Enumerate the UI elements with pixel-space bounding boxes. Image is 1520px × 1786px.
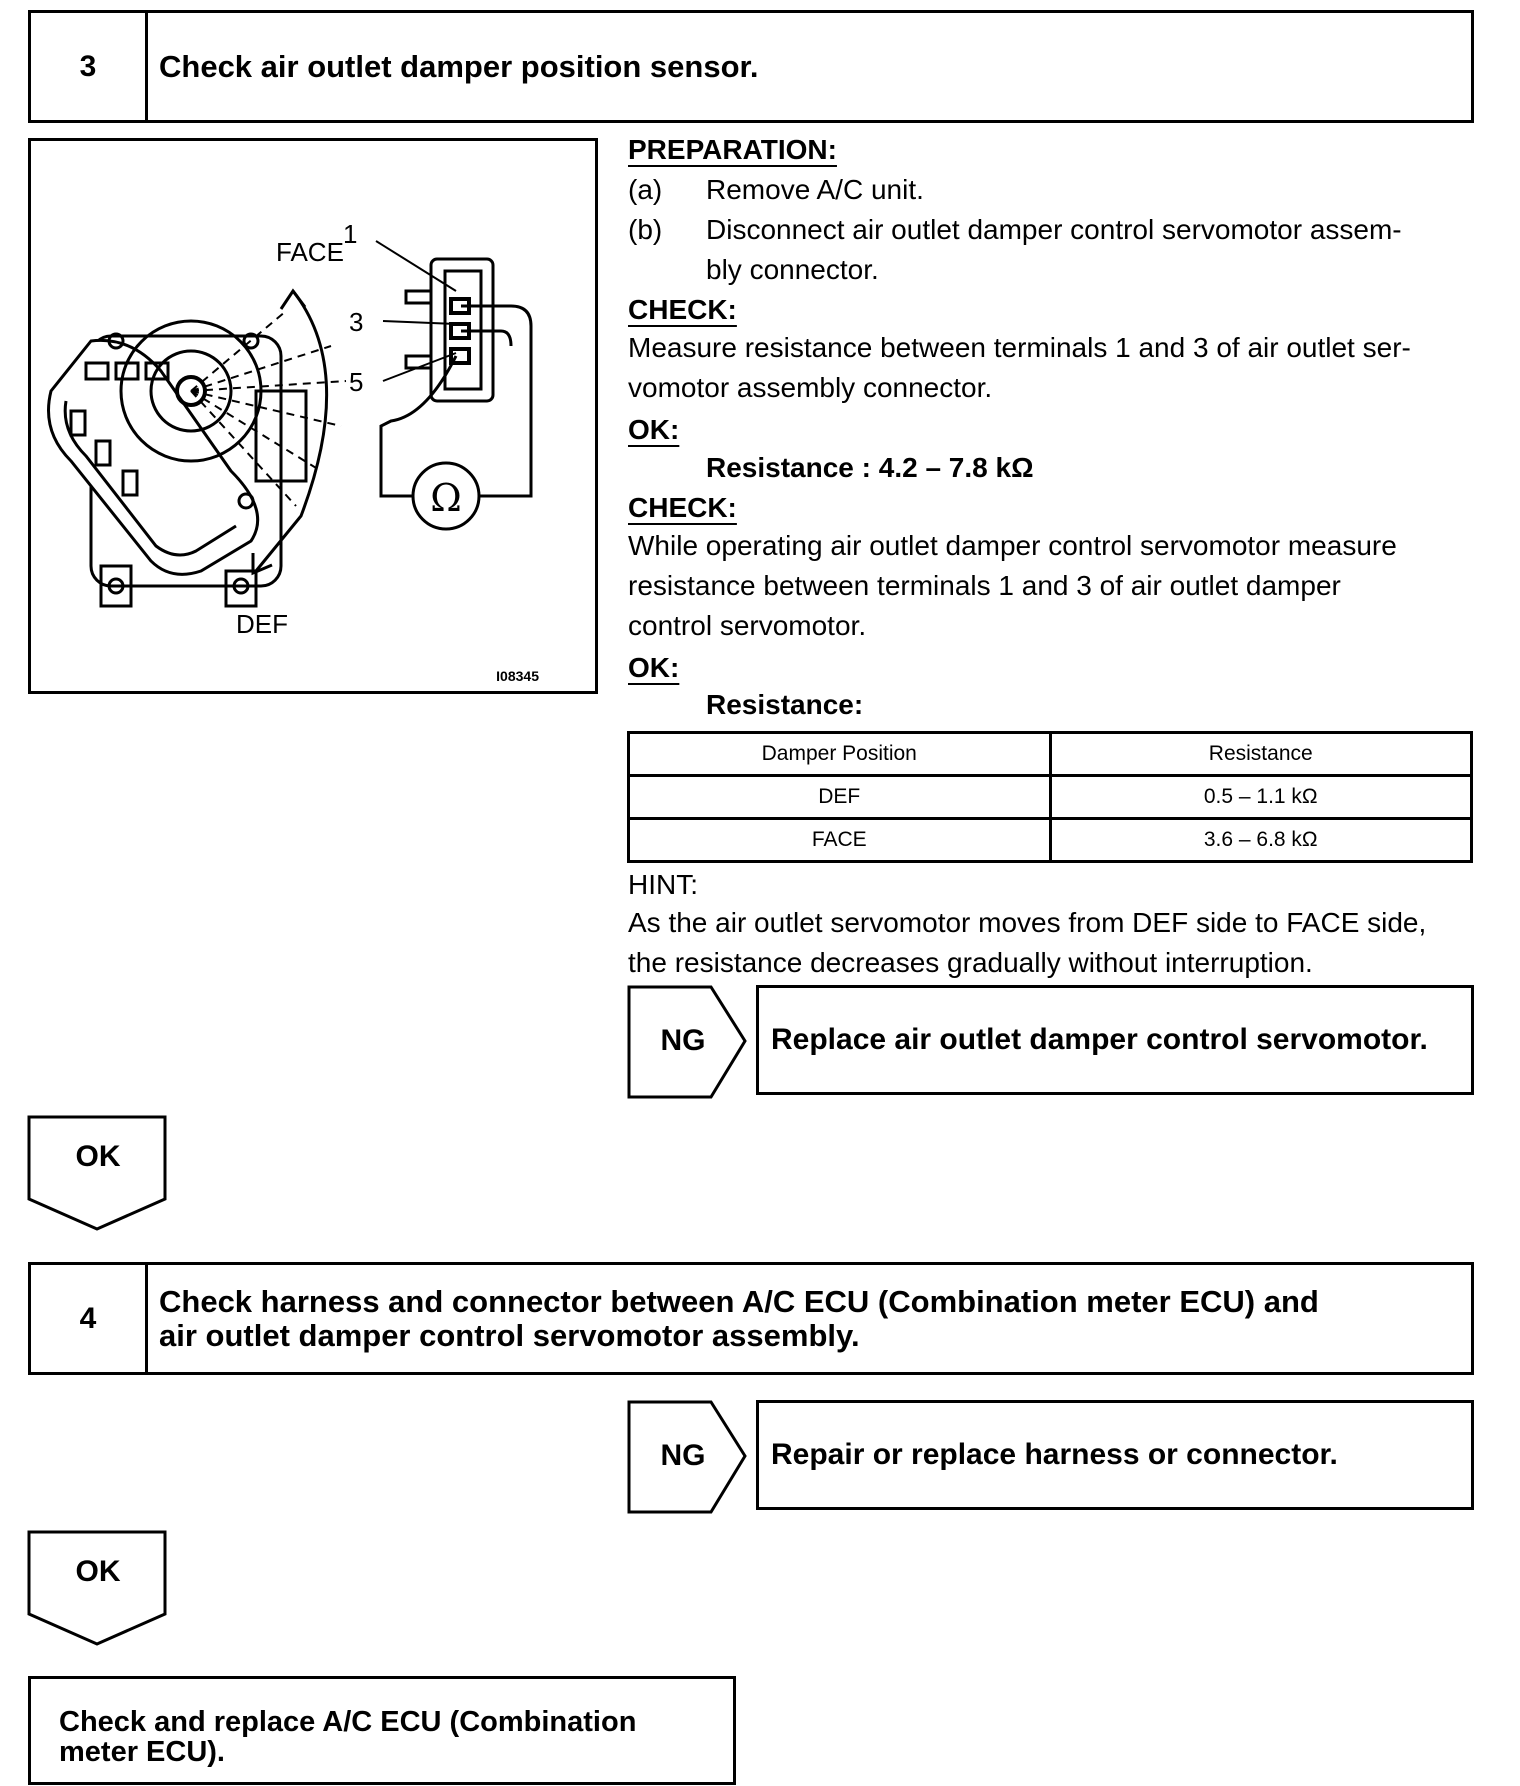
ng-1-label: NG: [660, 1024, 706, 1057]
check-2-line2: resistance between terminals 1 and 3 of air outlet damper: [628, 570, 1341, 601]
table-cell: 3.6 – 6.8 kΩ: [1050, 819, 1472, 862]
ok-2-heading: OK:: [628, 652, 680, 683]
prep-a-text: Remove A/C unit.: [706, 174, 924, 205]
pin-3-label: 3: [349, 307, 364, 337]
step-title-line2: air outlet damper control servomotor assembly.: [159, 1317, 860, 1353]
label-def: DEF: [236, 609, 288, 639]
pin-5-label: 5: [349, 367, 364, 397]
ng-2-label: NG: [660, 1439, 706, 1472]
ok-1-label: OK: [75, 1140, 121, 1173]
check-1-heading: CHECK:: [628, 294, 737, 325]
ok-1-heading: OK:: [628, 414, 680, 445]
hint-line2: the resistance decreases gradually without interruption.: [628, 947, 1313, 978]
step-title: [159, 1265, 1461, 1372]
ng-1-action-box: Replace air outlet damper control servomotor.: [756, 985, 1474, 1095]
preparation-heading: PREPARATION:: [628, 134, 837, 165]
final-action-box: [28, 1676, 736, 1785]
step-title-line1: Check harness and connector between A/C ECU (Combination meter ECU) and: [159, 1283, 1319, 1319]
figure-id: I08345: [496, 668, 539, 684]
table-cell: FACE: [629, 819, 1051, 862]
ok-2-label: OK: [75, 1555, 121, 1588]
prep-b-marker: (b): [628, 214, 663, 245]
label-face: FACE: [276, 237, 344, 267]
table-row: [629, 776, 1472, 819]
table-cell: 0.5 – 1.1 kΩ: [1050, 776, 1472, 819]
hint-line1: As the air outlet servomotor moves from DEF side to FACE side,: [628, 907, 1427, 938]
servomotor-body-icon: [49, 321, 307, 606]
servomotor-figure: [28, 138, 598, 694]
check-2-line3: control servomotor.: [628, 610, 867, 641]
table-header: Resistance: [1050, 733, 1472, 776]
check-2-heading: CHECK:: [628, 492, 737, 523]
table-row: [629, 819, 1472, 862]
prep-b-text-line2: bly connector.: [706, 254, 879, 285]
final-line2: meter ECU).: [59, 1736, 225, 1768]
check-1-line2: vomotor assembly connector.: [628, 372, 993, 403]
step-number: 4: [31, 1265, 148, 1372]
table-header-row: [629, 733, 1472, 776]
table-header: Damper Position: [629, 733, 1051, 776]
prep-a-marker: (a): [628, 174, 663, 205]
ohm-symbol: Ω: [430, 476, 462, 520]
servomotor-diagram: [31, 141, 595, 691]
step-title: Check air outlet damper position sensor.: [159, 48, 759, 84]
final-line1: Check and replace A/C ECU (Combination: [59, 1706, 637, 1738]
step-3-header: [28, 10, 1474, 123]
ok-2-tag-icon: [27, 1530, 169, 1648]
resistance-heading: Resistance:: [706, 689, 864, 720]
resistance-spec: Resistance : 4.2 – 7.8 kΩ: [706, 452, 1034, 483]
pin-1-label: 1: [343, 219, 358, 249]
sweep-arrow-icon: [253, 291, 327, 573]
resistance-table: [627, 731, 1473, 863]
prep-b-text-line1: Disconnect air outlet damper control servomotor assem-: [706, 214, 1402, 245]
check-1-line1: Measure resistance between terminals 1 and 3 of air outlet ser-: [628, 332, 1411, 363]
hint-heading: HINT:: [628, 869, 698, 900]
step-4-header: [28, 1262, 1474, 1375]
table-cell: DEF: [629, 776, 1051, 819]
step-number: 3: [31, 13, 148, 120]
ok-1-tag-icon: [27, 1115, 169, 1233]
check-2-line1: While operating air outlet damper control servomotor measure: [628, 530, 1397, 561]
ng-2-action-box: Repair or replace harness or connector.: [756, 1400, 1474, 1510]
